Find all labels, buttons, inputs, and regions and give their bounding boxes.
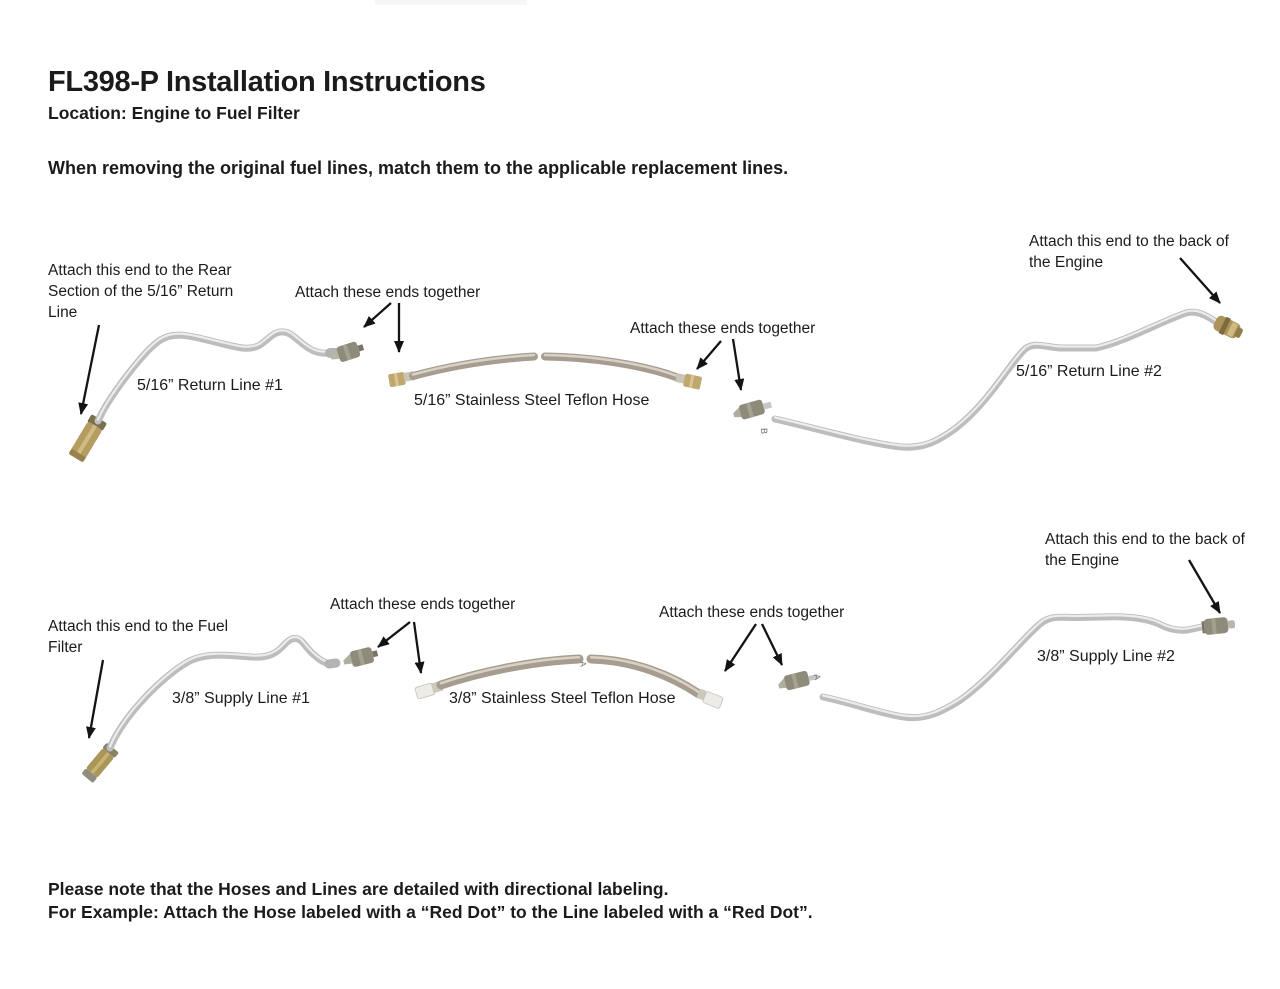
arrow-ends-together — [725, 624, 756, 671]
direction-marker-a-hose: A — [578, 660, 589, 668]
return-line-1 — [68, 330, 338, 462]
label-teflon-hose-516: 5/16” Stainless Steel Teflon Hose — [414, 392, 650, 409]
label-supply-line-1: 3/8” Supply Line #1 — [172, 690, 310, 707]
arrow-ends-together — [378, 622, 410, 647]
annotation-attach-together: Attach these ends together — [295, 284, 481, 301]
hose-fitting-right — [702, 691, 723, 709]
annotation-attach-together: Attach these ends together — [659, 604, 845, 621]
flare-nut-fitting — [732, 397, 774, 422]
note-directional-labeling: Please note that the Hoses and Lines are detailed with directional labeling. — [48, 879, 669, 899]
annotation-attach-together: Attach these ends together — [630, 320, 816, 337]
label-teflon-hose-38: 3/8” Stainless Steel Teflon Hose — [449, 690, 676, 707]
direction-marker-b: B — [759, 427, 770, 435]
arrow-ends-together — [762, 624, 782, 665]
arrow-ends-together — [414, 622, 421, 673]
supply-line-1 — [81, 637, 336, 783]
page-title: FL398-P Installation Instructions — [48, 66, 486, 98]
annotation-attach-rear: Attach this end to the Rear Section of the 5/16” Return Line — [48, 262, 234, 321]
annotation-attach-engine: Attach this end to the back of the Engine — [1029, 233, 1229, 271]
arrow-fuel-filter-end — [89, 660, 103, 738]
direction-marker-a-line: A — [812, 673, 823, 681]
label-return-line-1: 5/16” Return Line #1 — [137, 377, 283, 394]
arrow-ends-together — [364, 303, 391, 327]
arrow-ends-together — [697, 341, 721, 369]
arrow-rear-end — [81, 325, 99, 414]
annotation-attach-together: Attach these ends together — [330, 596, 516, 613]
teflon-hose-516 — [388, 355, 702, 390]
brass-fitting-engine-end — [1211, 313, 1245, 342]
hose-nut-left — [388, 372, 406, 388]
intro-text: When removing the original fuel lines, match them to the applicable replacement lines. — [48, 158, 789, 178]
flare-nut-fitting — [342, 645, 380, 669]
hose-nut-right — [683, 373, 702, 389]
label-supply-line-2: 3/8” Supply Line #2 — [1037, 648, 1175, 665]
note-example: For Example: Attach the Hose labeled with a “Red Dot” to the Line labeled with a “Red Dot”. — [48, 902, 813, 922]
flare-nut-fitting — [777, 668, 819, 692]
steel-fitting-engine-end — [1201, 616, 1235, 635]
annotation-attach-fuel-filter: Attach this end to the Fuel Filter — [48, 618, 229, 656]
annotation-attach-engine: Attach this end to the back of the Engine — [1045, 531, 1245, 569]
supply-line-2 — [823, 615, 1236, 717]
return-line-2 — [775, 311, 1245, 448]
arrow-ends-together — [733, 339, 741, 390]
label-return-line-2: 5/16” Return Line #2 — [1016, 363, 1162, 380]
page-location: Location: Engine to Fuel Filter — [48, 103, 300, 123]
flare-nut-fitting — [328, 339, 365, 365]
